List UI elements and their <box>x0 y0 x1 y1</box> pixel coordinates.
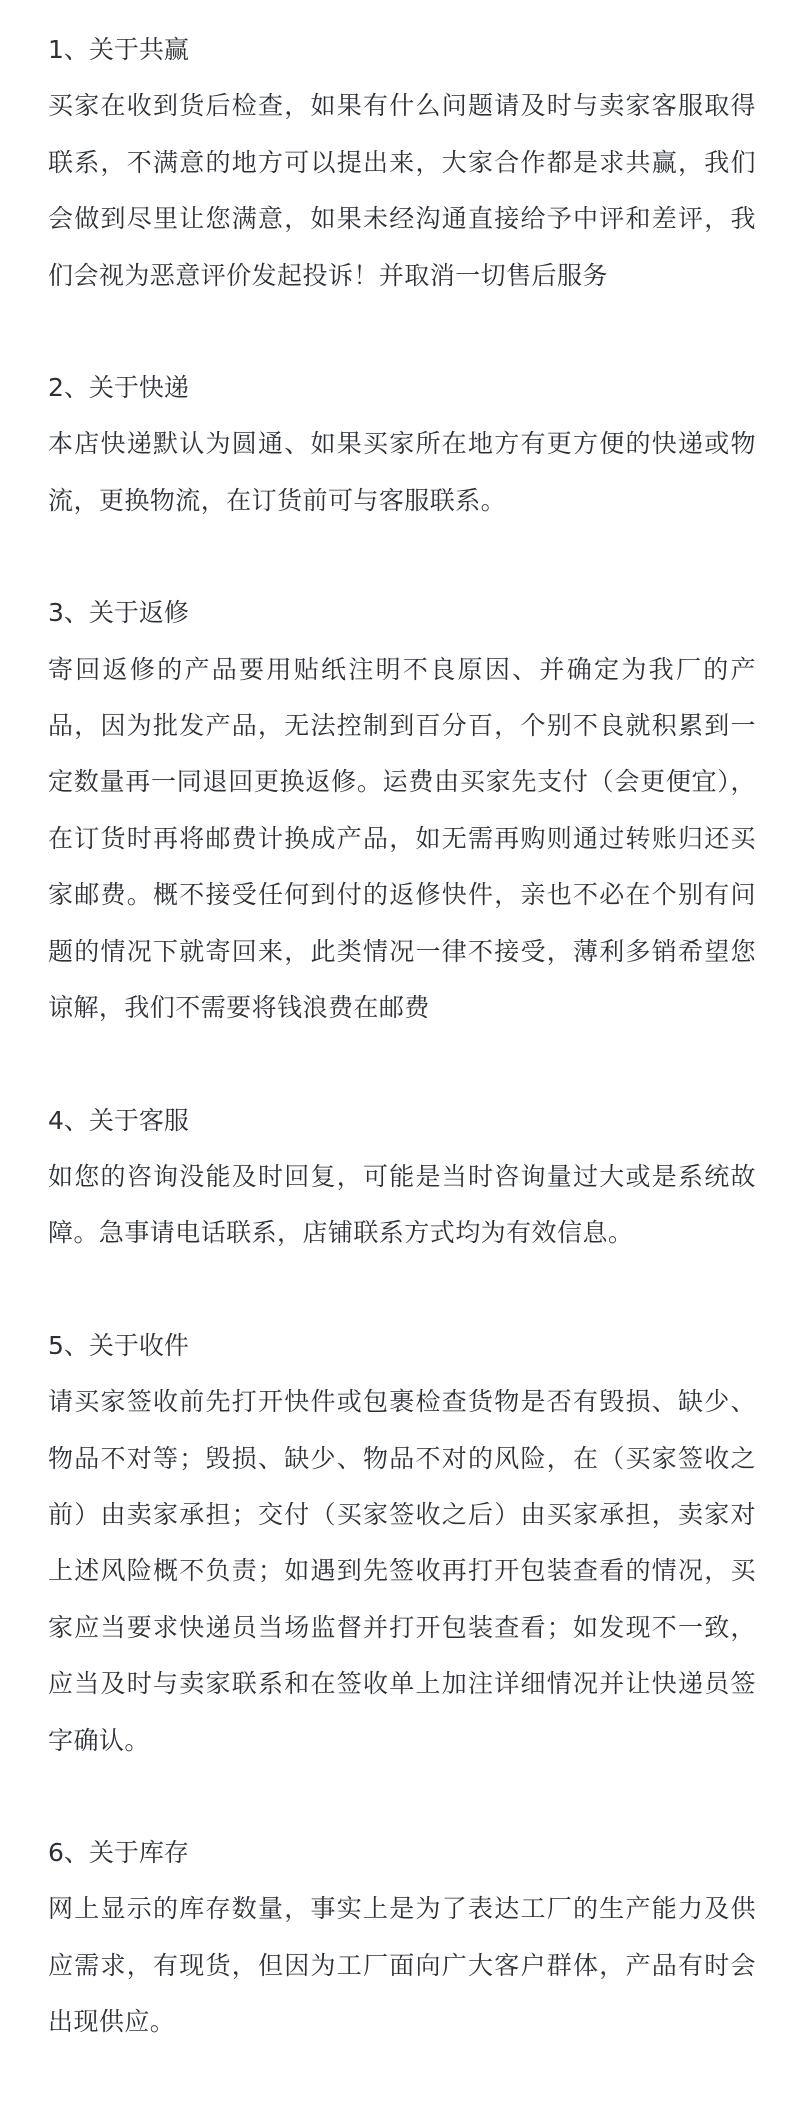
policy-section-win-win <box>48 22 756 304</box>
section-body: 网上显示的库存数量，事实上是为了表达工厂的生产能力及供应需求，有现货，但因为工厂面向广大客户群体，产品有时会出现供应。 <box>48 1894 756 2037</box>
section-title: 5、关于收件 <box>48 1330 189 1360</box>
policy-section-repair <box>48 585 756 1036</box>
section-title: 6、关于库存 <box>48 1837 189 1867</box>
section-title: 3、关于返修 <box>48 598 189 628</box>
policy-section-receiving <box>48 1318 756 1769</box>
section-body: 如您的咨询没能及时回复，可能是当时咨询量过大或是系统故障。急事请电话联系，店铺联系方式均为有效信息。 <box>48 1161 756 1248</box>
section-title: 2、关于快递 <box>48 373 189 403</box>
policy-section-inventory <box>48 1825 756 2051</box>
section-title: 4、关于客服 <box>48 1105 189 1135</box>
section-title: 1、关于共赢 <box>48 35 189 64</box>
section-body: 寄回返修的产品要用贴纸注明不良原因、并确定为我厂的产品，因为批发产品，无法控制到百分百，个别不良就积累到一定数量再一同退回更换返修。运费由买家先支付（会更便宜），在订货时再将邮费计换成产品，如无需再购则通过转账归还买家邮费。概不接受任何到付的返修快件，亲也不必在个别有问题的情况下就寄回来，此类情况一律不接受，薄利多销希望您谅解，我们不需要将钱浪费在邮费 <box>48 654 756 1023</box>
policy-section-shipping <box>48 360 756 529</box>
section-body: 本店快递默认为圆通、如果买家所在地方有更方便的快递或物流，更换物流，在订货前可与客服联系。 <box>48 429 756 515</box>
section-body: 买家在收到货后检查，如果有什么问题请及时与卖家客服取得联系，不满意的地方可以提出来，大家合作都是求共赢，我们会做到尽里让您满意，如果未经沟通直接给予中评和差评，我们会视为恶意评价发起投诉！并取消一切售后服务 <box>48 91 756 290</box>
section-body: 请买家签收前先打开快件或包裹检查货物是否有毁损、缺少、物品不对等；毁损、缺少、物品不对的风险，在（买家签收之前）由卖家承担；交付（买家签收之后）由买家承担，卖家对上述风险概不负责；如遇到先签收再打开包装查看的情况，买家应当要求快递员当场监督并打开包装查看；如发现不一致，应当及时与卖家联系和在签收单上加注详细情况并让快递员签字确认。 <box>48 1387 756 1755</box>
policy-section-customer-service <box>48 1093 756 1262</box>
